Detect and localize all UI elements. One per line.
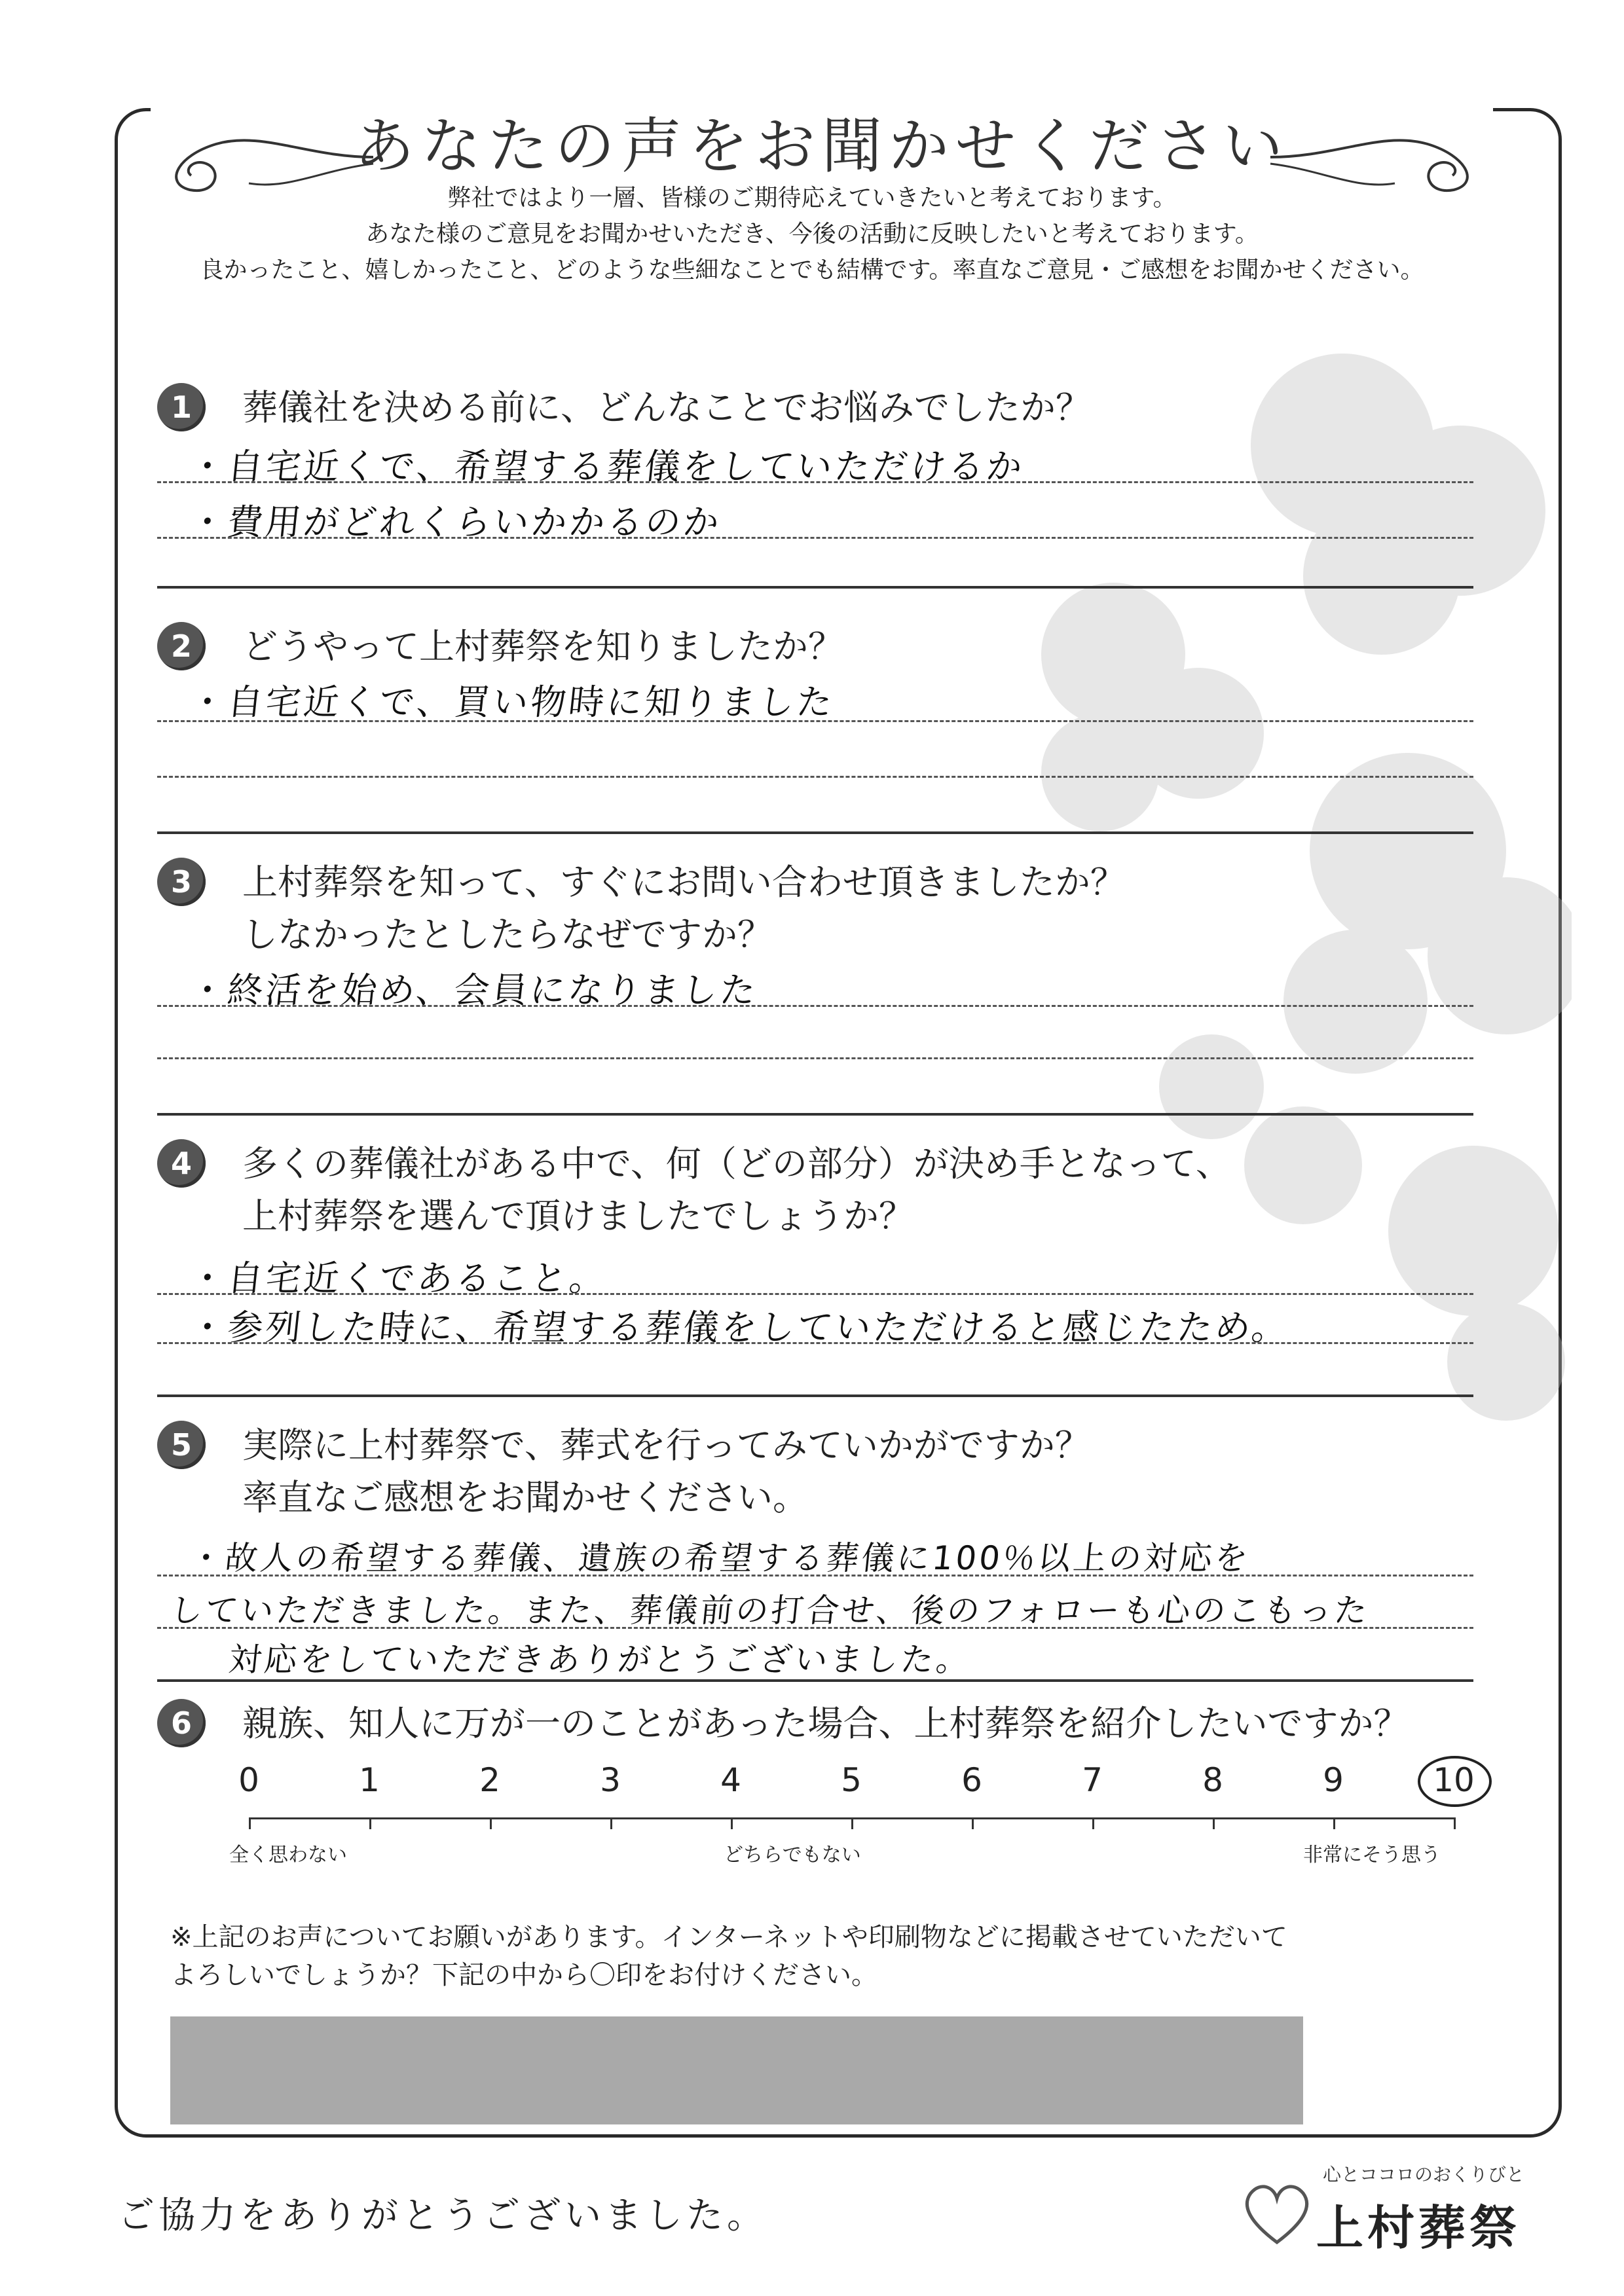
answer-line: ・自宅近くであること。 [187,1258,610,1299]
answer-rule [157,481,1473,483]
answer-rule [157,1057,1473,1059]
answer-rule [157,776,1473,778]
scale-tick [851,1817,853,1829]
question-number-badge: 1 [157,383,206,431]
question-text [242,382,1091,434]
redacted-area [170,2016,1303,2124]
section-divider [157,1394,1473,1397]
scale-tick [249,1817,251,1829]
section-divider [157,586,1473,589]
scale-number: 3 [600,1761,621,1799]
intro-line: 良かったこと、嬉しかったこと、どのような些細なことでも結構です。率直なご意見・ご感想をお聞かせください。 [200,257,1424,283]
scale-tick [369,1817,371,1829]
scale-tick [1333,1817,1335,1829]
question-text-line: どうやって上村葬祭を知りましたか？ [242,626,843,667]
question-text-line: 率直なご感想をお聞かせください。 [242,1477,808,1518]
scale-number: 5 [841,1761,862,1799]
selected-rating-circle [1418,1756,1492,1807]
question-text [242,856,1126,961]
scale-number: 4 [720,1761,741,1799]
question-text-line: 上村葬祭を知って、すぐにお問い合わせ頂きましたか？ [242,862,1126,903]
scale-number: 8 [1202,1761,1223,1799]
scale-number: 6 [961,1761,982,1799]
scale-number: 9 [1323,1761,1344,1799]
question-number-badge: 4 [157,1139,206,1188]
logo-name: 上村葬祭 [1316,2200,1521,2255]
scale-number: 2 [479,1761,500,1799]
intro-line: 弊社ではより一層、皆様のご期待応えていきたいと考えております。 [447,185,1177,211]
scale-label-high: 非常にそう思う [1303,1844,1441,1867]
question-number-badge: 6 [157,1699,206,1747]
scale-number: 7 [1082,1761,1103,1799]
answer-rule [157,1342,1473,1344]
answer-line: 対応をしていただきありがとうございました。 [227,1641,974,1679]
question-text-line: 葬儀社を決める前に、どんなことでお悩みでしたか？ [242,387,1091,428]
scale-tick [610,1817,612,1829]
question-text-line: 上村葬祭を選んで頂けましたでしょうか？ [242,1195,914,1237]
company-logo [1238,2160,1539,2265]
answer-rule [157,1005,1473,1007]
question-number-badge: 3 [157,858,206,906]
section-divider [157,831,1473,834]
answer-line: していただきました。また、葬儀前の打合せ、後のフォローも心のこもった [168,1592,1372,1630]
question-text [242,1138,1231,1243]
question-text-line: 実際に上村葬祭で、葬式を行ってみていかがですか？ [242,1425,1090,1466]
answer-rule [157,1627,1473,1629]
publication-note [170,1918,1287,1994]
answer-rule [157,1293,1473,1295]
answer-rule [157,537,1473,539]
question-text [242,621,843,673]
footer-thanks: ご協力をありがとうございました。 [118,2195,767,2237]
scale-tick [1213,1817,1215,1829]
scale-tick [731,1817,733,1829]
question-number-badge: 5 [157,1421,206,1469]
scale-tick [972,1817,974,1829]
intro-line: あなた様のご意見をお聞かせいただき、今後の活動に反映したいと考えております。 [365,221,1259,247]
answer-line: ・参列した時に、希望する葬儀をしていただけると感じたため。 [187,1307,1292,1348]
note-line: ※上記のお声についてお願いがあります。インターネットや印刷物などに掲載させていただいて [170,1922,1287,1952]
question-text-line: 親族、知人に万が一のことがあった場合、上村葬祭を紹介したいですか？ [242,1703,1409,1744]
scale-tick [1092,1817,1094,1829]
scale-number: 10 [1433,1761,1475,1799]
section-divider [157,1679,1473,1682]
answer-rule [157,720,1473,722]
answer-rule [157,1575,1473,1576]
scale-tick [490,1817,492,1829]
heart-icon [1238,2174,1316,2252]
question-number-badge: 2 [157,622,206,670]
scale-number: 1 [359,1761,380,1799]
answer-line: ・自宅近くで、希望する葬儀をしていただけるか [187,446,1027,487]
answer-line: ・終活を始め、会員になりました [187,970,760,1011]
page-title: あなたの声をお聞かせください [354,111,1289,181]
answer-line: ・自宅近くで、買い物時に知りました [187,682,837,723]
section-divider [157,1113,1473,1116]
answer-line: ・故人の希望する葬儀、遺族の希望する葬儀に100％以上の対応を [187,1539,1253,1577]
logo-tagline: 心とココロのおくりびと [1323,2164,1525,2185]
answer-line: ・費用がどれくらいかかるのか [187,501,724,543]
scale-label-mid: どちらでもない [724,1844,861,1867]
scale-label-low: 全く思わない [229,1844,347,1867]
note-line: よろしいでしょうか？下記の中から〇印をお付けください。 [170,1960,877,1990]
intro-text [131,180,1493,288]
question-text-line: しなかったとしたらなぜですか？ [242,914,773,955]
question-text-line: 多くの葬儀社がある中で、何（どの部分）が決め手となって、 [242,1143,1231,1184]
question-text [242,1698,1409,1750]
scale-number: 0 [238,1761,259,1799]
scale-tick [1454,1817,1456,1829]
rating-scale [229,1761,1493,1892]
question-text [242,1419,1090,1524]
